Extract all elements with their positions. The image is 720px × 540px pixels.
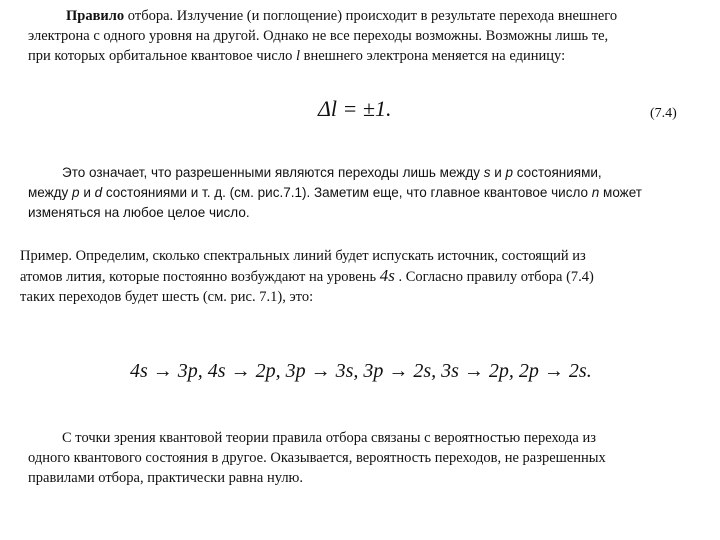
variable-p: p [72,185,80,200]
text-span: и [79,185,95,200]
paragraph-line [28,46,688,66]
text-span: атомов лития, которые постоянно возбуждают на уровень [20,269,380,285]
paragraph-line: одного квантового состояния в другое. Оказывается, вероятность переходов, не разрешенных [28,450,606,466]
paragraph-line: Пример. Определим, сколько спектральных линий будет испускать источник, состоящий из [20,248,586,264]
paragraph-selection-rule [28,6,688,66]
variable-p: p [505,165,514,180]
text-span: состояниями, [513,165,602,180]
bold-term: Правило [66,8,125,24]
paragraph-quantum-theory [28,428,690,488]
variable-s: s [483,165,491,180]
text-span: может [599,185,642,200]
paragraph-line [20,266,690,287]
paragraph-example [20,246,690,307]
text-span: Это означает, что разрешенными являются переходы лишь между [62,165,484,180]
equation-number: (7.4) [650,106,677,121]
paragraph-line [28,163,694,183]
variable-n: n [591,185,600,200]
paragraph-line: правилами отбора, практически равна нулю. [28,470,304,486]
paragraph-line: С точки зрения квантовой теории правила отбора связаны с вероятностью перехода из [62,430,596,446]
text-span: состояниями и т. д. (см. рис.7.1). Заметим еще, что главное квантовое число [102,185,592,200]
paragraph-line: изменяться на любое целое число. [28,205,250,220]
paragraph-line [28,6,688,26]
formula-selection-rule: Δl = ±1. [318,96,392,121]
paragraph-line [28,183,694,203]
text-span: . Согласно правилу отбора (7.4) [394,269,594,285]
paragraph-allowed-transitions [28,163,694,223]
level-4s: 4s [379,266,395,285]
text-span: при которых орбитальное квантовое число [28,48,296,64]
paragraph-line: таких переходов будет шесть (см. рис. 7.1), это: [20,289,314,305]
text-span: внешнего электрона меняется на единицу: [300,48,566,64]
text-span: и [490,165,506,180]
text-span: отбора. Излучение (и поглощение) происходит в результате перехода внешнего [124,8,618,24]
variable-l: l [295,48,300,64]
variable-d: d [94,185,103,200]
text-span: между [28,185,73,200]
formula-transitions: 4s → 3p, 4s → 2p, 3p → 3s, 3p → 2s, 3s → 2p, 2p → 2s. [130,360,592,382]
paragraph-line: электрона с одного уровня на другой. Однако не все переходы возможны. Возможны лишь те, [28,28,609,44]
